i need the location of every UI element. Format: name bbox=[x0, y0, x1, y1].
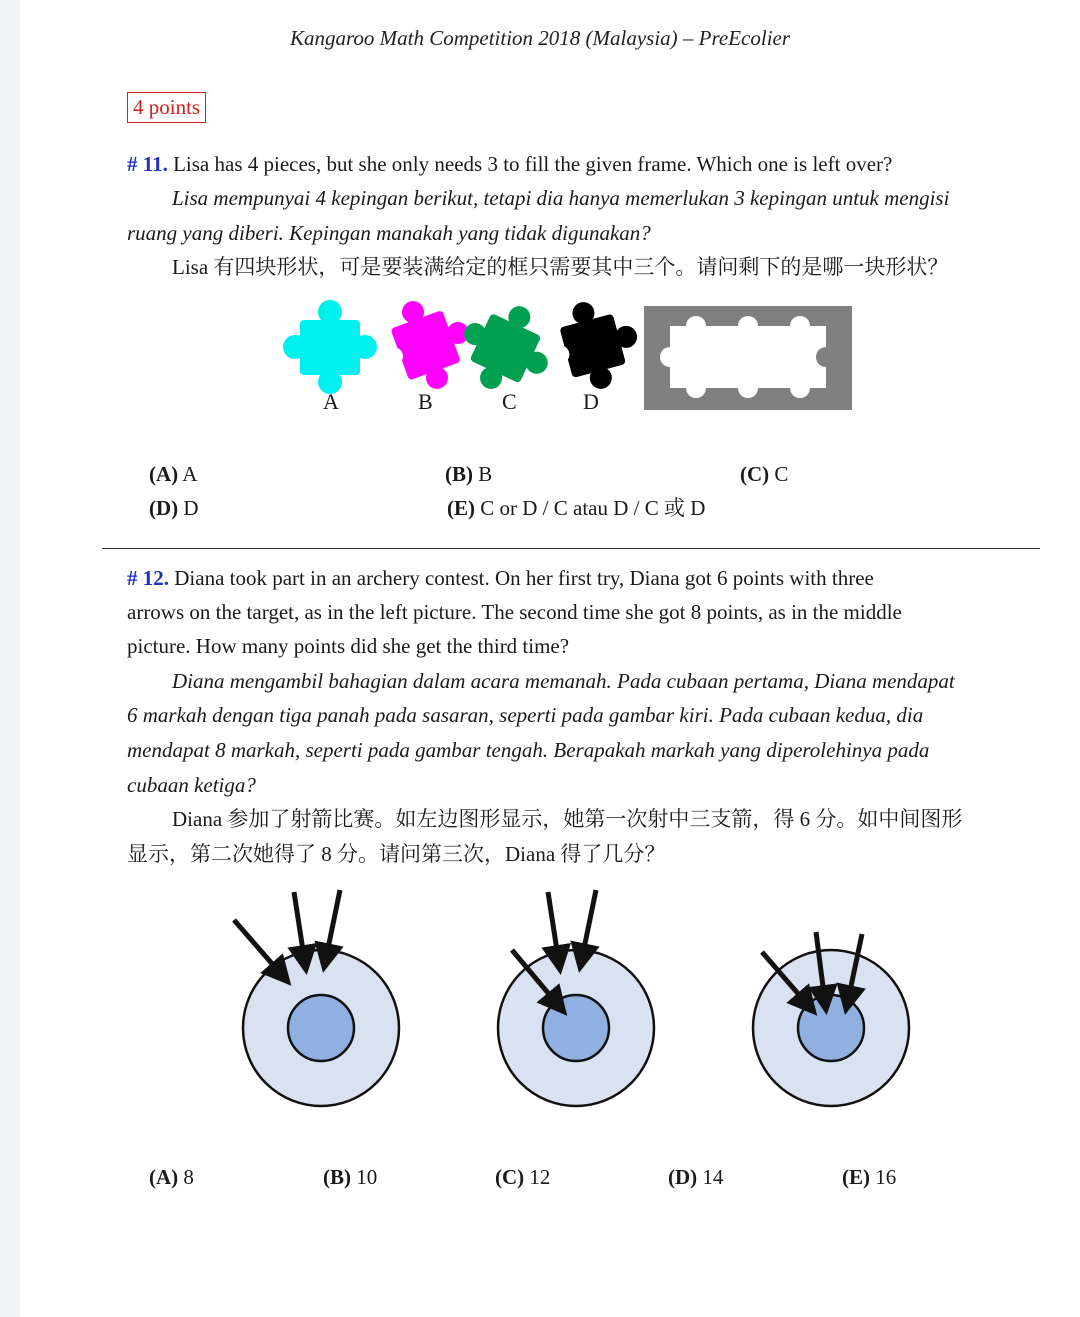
piece-label-d: D bbox=[583, 389, 599, 414]
q12-number: # 12. bbox=[127, 566, 169, 590]
q12-option-d[interactable] bbox=[668, 1163, 723, 1191]
piece-label-c: C bbox=[502, 389, 517, 414]
puzzle-figure bbox=[280, 290, 860, 420]
option-text: D bbox=[178, 496, 199, 520]
piece-label-b: B bbox=[418, 389, 433, 414]
option-key: (D) bbox=[668, 1165, 698, 1189]
puzzle-piece-a bbox=[283, 300, 377, 394]
target-middle bbox=[498, 890, 654, 1106]
q12-malay-line4: cubaan ketiga? bbox=[127, 773, 256, 797]
q11-option-e[interactable] bbox=[447, 494, 705, 522]
target-left bbox=[234, 890, 399, 1106]
option-key: (C) bbox=[740, 462, 770, 486]
option-text: 10 bbox=[351, 1165, 378, 1189]
q11-english bbox=[127, 150, 892, 178]
arrow bbox=[234, 920, 288, 982]
q11-malay-line1: Lisa mempunyai 4 kepingan berikut, tetapi dia hanya memerlukan 3 kepingan untuk mengisi bbox=[172, 186, 950, 210]
q12-chinese-line2: 显示，第二次她得了 8 分。请问第三次，Diana 得了几分？ bbox=[127, 842, 666, 866]
option-text: 14 bbox=[697, 1165, 724, 1189]
puzzle-frame bbox=[644, 306, 852, 410]
option-key: (E) bbox=[447, 496, 475, 520]
q11-malay-line2: ruang yang diberi. Kepingan manakah yang tidak digunakan? bbox=[127, 221, 651, 245]
puzzle-piece-b bbox=[370, 290, 484, 403]
q11-option-c[interactable] bbox=[740, 460, 788, 488]
option-key: (E) bbox=[842, 1165, 870, 1189]
option-key: (B) bbox=[323, 1165, 351, 1189]
option-text: 16 bbox=[870, 1165, 897, 1189]
q11-number: # 11. bbox=[127, 152, 168, 176]
q11-option-b[interactable] bbox=[445, 460, 492, 488]
q12-chinese-line1: Diana 参加了射箭比赛。如左边图形显示，她第一次射中三支箭，得 6 分。如中间图形 bbox=[172, 807, 963, 831]
puzzle-piece-d bbox=[540, 291, 648, 400]
q12-malay-line2: 6 markah dengan tiga panah pada sasaran, seperti pada gambar kiri. Pada cubaan kedua, dia bbox=[127, 703, 924, 727]
page-header: Kangaroo Math Competition 2018 (Malaysia) – PreEcolier bbox=[289, 26, 791, 50]
question-divider bbox=[102, 548, 1040, 549]
q12-english-line3: picture. How many points did she get the third time? bbox=[127, 634, 570, 658]
q12-option-e[interactable] bbox=[842, 1163, 896, 1191]
q11-option-d[interactable] bbox=[149, 494, 199, 522]
q11-english-text: Lisa has 4 pieces, but she only needs 3 to fill the given frame. Which one is left over? bbox=[173, 152, 893, 176]
q12-option-b[interactable] bbox=[323, 1163, 377, 1191]
points-badge: 4 points bbox=[127, 92, 206, 123]
option-text: C or D / C atau D / C 或 D bbox=[475, 496, 706, 520]
q11-option-a[interactable] bbox=[149, 460, 197, 488]
option-text: B bbox=[473, 462, 493, 486]
q12-english-text: Diana took part in an archery contest. On her first try, Diana got 6 points with three bbox=[174, 566, 874, 590]
option-text: 12 bbox=[524, 1165, 551, 1189]
q12-english-line1 bbox=[127, 564, 874, 592]
option-text: C bbox=[769, 462, 789, 486]
archery-figure bbox=[220, 880, 920, 1120]
q12-malay-line1: Diana mengambil bahagian dalam acara memanah. Pada cubaan pertama, Diana mendapat bbox=[172, 669, 955, 693]
q11-chinese: Lisa 有四块形状，可是要装满给定的框只需要其中三个。请问剩下的是哪一块形状？ bbox=[172, 255, 949, 279]
option-key: (B) bbox=[445, 462, 473, 486]
option-text: 8 bbox=[178, 1165, 194, 1189]
piece-label-a: A bbox=[323, 389, 339, 414]
option-key: (D) bbox=[149, 496, 179, 520]
option-key: (A) bbox=[149, 462, 179, 486]
q12-malay-line3: mendapat 8 markah, seperti pada gambar tengah. Berapakah markah yang diperolehinya pada bbox=[127, 738, 930, 762]
q12-option-a[interactable] bbox=[149, 1163, 194, 1191]
q12-option-c[interactable] bbox=[495, 1163, 550, 1191]
option-text: A bbox=[178, 462, 198, 486]
option-key: (C) bbox=[495, 1165, 525, 1189]
option-key: (A) bbox=[149, 1165, 179, 1189]
q12-english-line2: arrows on the target, as in the left picture. The second time she got 8 points, as in the middle bbox=[127, 600, 902, 624]
target-right bbox=[753, 932, 909, 1106]
